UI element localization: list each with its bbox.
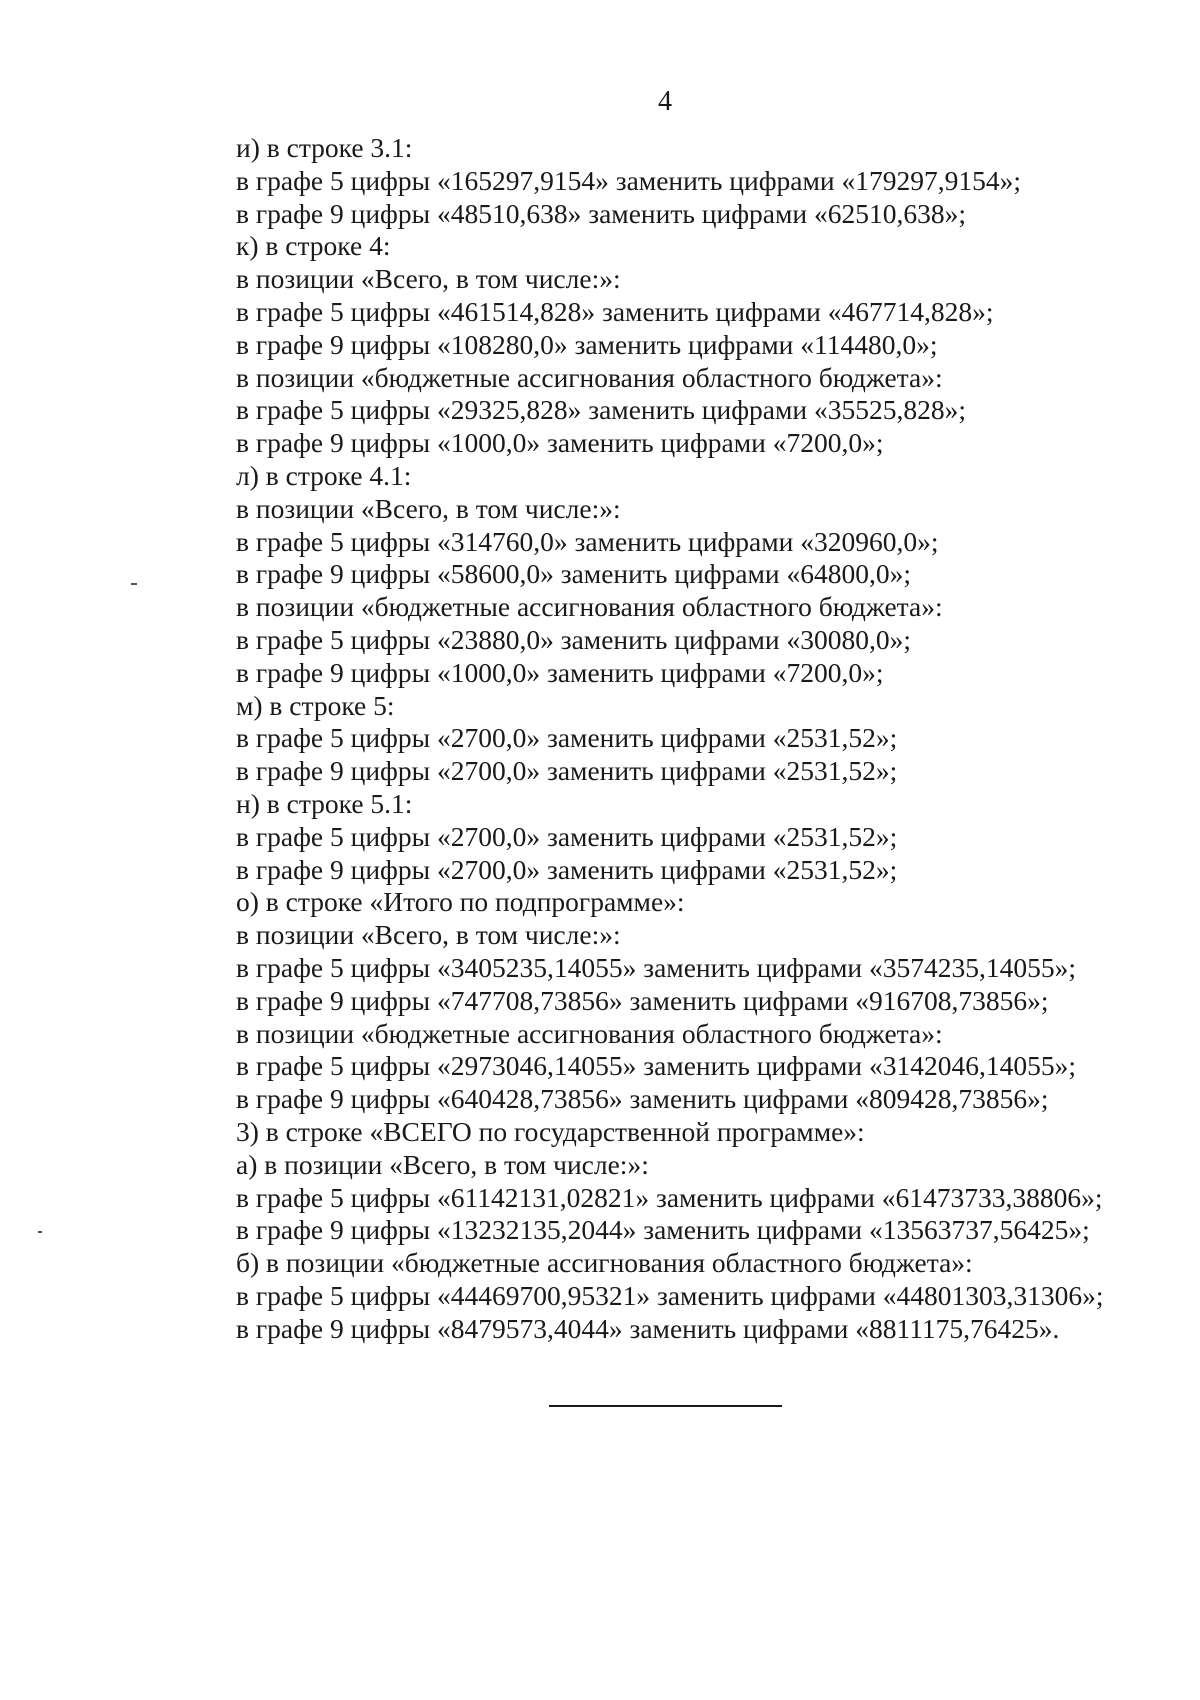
document-body	[236, 132, 1176, 1345]
text-line: в позиции «Всего, в том числе:»:	[236, 263, 621, 295]
scan-speck	[38, 1231, 42, 1233]
text-line: в графе 9 цифры «2700,0» заменить цифрами «2531,52»;	[236, 755, 898, 787]
text-line: в графе 5 цифры «61142131,02821» заменить цифрами «61473733,38806»;	[236, 1181, 1103, 1213]
text-line: н) в строке 5.1:	[236, 787, 413, 819]
text-line: в графе 9 цифры «747708,73856» заменить цифрами «916708,73856»;	[236, 984, 1049, 1016]
text-line: в графе 5 цифры «29325,828» заменить цифрами «35525,828»;	[236, 394, 966, 426]
text-line: в позиции «бюджетные ассигнования областного бюджета»:	[236, 361, 943, 393]
text-line: в графе 5 цифры «3405235,14055» заменить цифрами «3574235,14055»;	[236, 951, 1076, 983]
text-line: в позиции «Всего, в том числе:»:	[236, 492, 621, 524]
text-line: б) в позиции «бюджетные ассигнования областного бюджета»:	[236, 1247, 973, 1279]
text-line: в графе 5 цифры «461514,828» заменить цифрами «467714,828»;	[236, 295, 994, 327]
text-line: л) в строке 4.1:	[236, 459, 412, 491]
text-line: о) в строке «Итого по подпрограмме»:	[236, 886, 685, 918]
text-line: в графе 9 цифры «58600,0» заменить цифрами «64800,0»;	[236, 558, 911, 590]
text-line: в графе 9 цифры «13232135,2044» заменить цифрами «13563737,56425»;	[236, 1214, 1090, 1246]
text-line: в графе 9 цифры «1000,0» заменить цифрами «7200,0»;	[236, 656, 884, 688]
text-line: в графе 5 цифры «23880,0» заменить цифрами «30080,0»;	[236, 623, 911, 655]
text-line: в позиции «бюджетные ассигнования областного бюджета»:	[236, 1017, 943, 1049]
text-line: м) в строке 5:	[236, 689, 395, 721]
text-line: в графе 9 цифры «2700,0» заменить цифрами «2531,52»;	[236, 853, 898, 885]
text-line: в графе 5 цифры «2700,0» заменить цифрами «2531,52»;	[236, 820, 898, 852]
text-line: в графе 5 цифры «44469700,95321» заменить цифрами «44801303,31306»;	[236, 1279, 1104, 1311]
text-line: в графе 5 цифры «2700,0» заменить цифрами «2531,52»;	[236, 722, 898, 754]
text-line: в позиции «Всего, в том числе:»:	[236, 919, 621, 951]
text-line: к) в строке 4:	[236, 230, 391, 262]
text-line: в графе 9 цифры «640428,73856» заменить цифрами «809428,73856»;	[236, 1083, 1049, 1115]
text-line: в графе 9 цифры «8479573,4044» заменить цифрами «8811175,76425».	[236, 1312, 1060, 1344]
text-line: в графе 9 цифры «108280,0» заменить цифрами «114480,0»;	[236, 328, 938, 360]
text-line: в графе 5 цифры «2973046,14055» заменить цифрами «3142046,14055»;	[236, 1050, 1076, 1082]
text-line: и) в строке 3.1:	[236, 132, 413, 163]
scan-speck	[131, 583, 137, 585]
text-line: в графе 5 цифры «165297,9154» заменить цифрами «179297,9154»;	[236, 164, 1021, 196]
page-number: 4	[658, 86, 672, 117]
text-line: а) в позиции «Всего, в том числе:»:	[236, 1148, 649, 1180]
text-line: в графе 5 цифры «314760,0» заменить цифрами «320960,0»;	[236, 525, 939, 557]
text-line: в позиции «бюджетные ассигнования областного бюджета»:	[236, 591, 943, 623]
text-line: в графе 9 цифры «48510,638» заменить цифрами «62510,638»;	[236, 197, 966, 229]
text-line: 3) в строке «ВСЕГО по государственной программе»:	[236, 1115, 865, 1147]
text-line: в графе 9 цифры «1000,0» заменить цифрами «7200,0»;	[236, 427, 884, 459]
closing-rule	[549, 1405, 782, 1407]
